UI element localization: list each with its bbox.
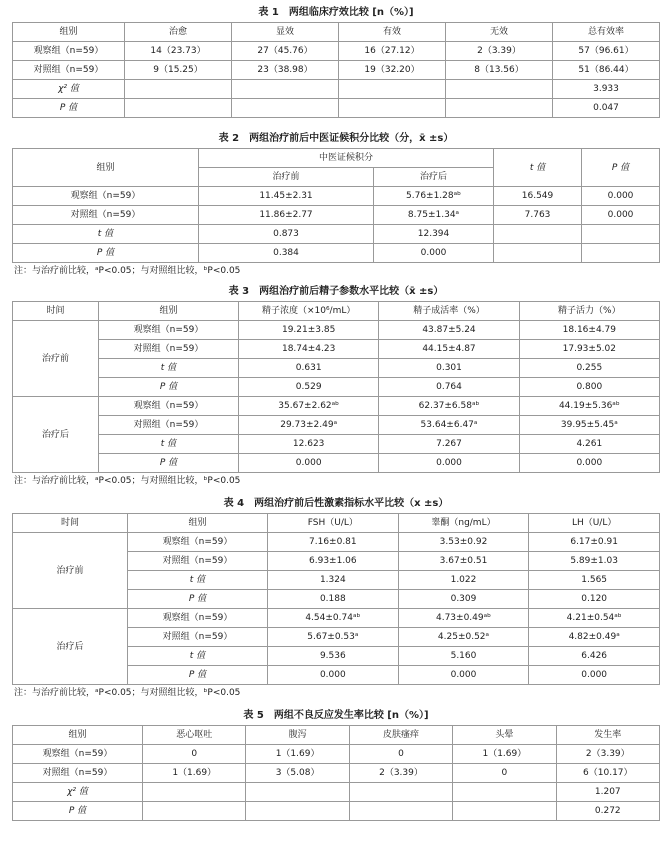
- t5-cell: 2（3.39）: [349, 764, 452, 783]
- t4-cell: 7.16±0.81: [268, 533, 399, 552]
- t5-cell: [349, 802, 452, 821]
- t3-cell: 观察组（n=59）: [99, 397, 239, 416]
- t3-cell: 0.255: [519, 359, 659, 378]
- t3-cell: 12.623: [239, 435, 379, 454]
- t2-cell: 0.000: [582, 187, 660, 206]
- table-row: [13, 187, 660, 206]
- t3-cell: 43.87±5.24: [379, 321, 519, 340]
- t1-cell: P 值: [13, 99, 125, 118]
- t4-cell: 0.309: [398, 590, 529, 609]
- t3-cell: 对照组（n=59）: [99, 416, 239, 435]
- t5-cell: 观察组（n=59）: [13, 745, 143, 764]
- t4-cell: 5.89±1.03: [529, 552, 660, 571]
- table4: [12, 513, 660, 685]
- table-row: [13, 783, 660, 802]
- table-row: [13, 244, 660, 263]
- t3-cell: t 值: [99, 435, 239, 454]
- t3-header-concentration: 精子浓度（×10⁶/mL）: [239, 302, 379, 321]
- t2-cell: 7.763: [494, 206, 582, 225]
- t4-cell: 4.21±0.54ᵃᵇ: [529, 609, 660, 628]
- t4-cell: 0.188: [268, 590, 399, 609]
- t1-cell: [125, 99, 232, 118]
- t4-cell: 1.324: [268, 571, 399, 590]
- t1-cell: 19（32.20）: [339, 61, 446, 80]
- table-row: [13, 80, 660, 99]
- t2-cell: 8.75±1.34ᵃ: [374, 206, 494, 225]
- table3-caption: 表 3 两组治疗前后精子参数水平比较（x̄ ±s）: [228, 286, 444, 297]
- t3-header-group: 组别: [99, 302, 239, 321]
- table-row: [13, 359, 660, 378]
- t5-header-pruritus: 皮肤瘙痒: [349, 726, 452, 745]
- t2-cell: P 值: [13, 244, 199, 263]
- t4-period-before: 治疗前: [13, 533, 128, 609]
- table-row: [13, 61, 660, 80]
- t3-cell: 0.000: [519, 454, 659, 473]
- t2-cell: 5.76±1.28ᵃᵇ: [374, 187, 494, 206]
- t1-cell: 3.933: [553, 80, 660, 99]
- t1-cell: [125, 80, 232, 99]
- t5-cell: [453, 783, 556, 802]
- t5-header-diarrhea: 腹泻: [246, 726, 349, 745]
- t4-cell: 3.67±0.51: [398, 552, 529, 571]
- t4-cell: 0.000: [398, 666, 529, 685]
- t4-cell: 6.93±1.06: [268, 552, 399, 571]
- t1-header-cure: 治愈: [125, 23, 232, 42]
- t2-cell: 11.45±2.31: [199, 187, 374, 206]
- t3-cell: 17.93±5.02: [519, 340, 659, 359]
- t5-cell: P 值: [13, 802, 143, 821]
- t4-header-fsh: FSH（U/L）: [268, 514, 399, 533]
- t1-cell: [339, 99, 446, 118]
- t5-cell: [246, 783, 349, 802]
- t3-cell: 0.301: [379, 359, 519, 378]
- t2-cell: [494, 225, 582, 244]
- t5-header-rate: 发生率: [556, 726, 659, 745]
- t4-cell: 9.536: [268, 647, 399, 666]
- t4-cell: 5.67±0.53ᵃ: [268, 628, 399, 647]
- t3-cell: 观察组（n=59）: [99, 321, 239, 340]
- t2-cell: t 值: [13, 225, 199, 244]
- table-row: [13, 435, 660, 454]
- t3-cell: 4.261: [519, 435, 659, 454]
- t5-cell: [453, 802, 556, 821]
- t1-cell: 51（86.44）: [553, 61, 660, 80]
- t2-cell: 对照组（n=59）: [13, 206, 199, 225]
- t4-header-time: 时间: [13, 514, 128, 533]
- table-row: [13, 321, 660, 340]
- t3-header-survival: 精子成活率（%）: [379, 302, 519, 321]
- t1-cell: [446, 80, 553, 99]
- t1-cell: 观察组（n=59）: [13, 42, 125, 61]
- t5-cell: 0.272: [556, 802, 659, 821]
- t3-cell: 44.15±4.87: [379, 340, 519, 359]
- t2-header-p: P 值: [582, 149, 660, 187]
- t5-cell: [143, 783, 246, 802]
- t4-cell: 对照组（n=59）: [128, 552, 268, 571]
- t5-cell: 2（3.39）: [556, 745, 659, 764]
- t2-header-t: t 值: [494, 149, 582, 187]
- document-page: [0, 4, 672, 853]
- t3-header-time: 时间: [13, 302, 99, 321]
- table-row: [13, 802, 660, 821]
- table5: [12, 725, 660, 821]
- t4-cell: 4.82±0.49ᵃ: [529, 628, 660, 647]
- t2-cell: 0.384: [199, 244, 374, 263]
- table-row: [13, 206, 660, 225]
- t3-cell: 29.73±2.49ᵃ: [239, 416, 379, 435]
- t4-cell: 5.160: [398, 647, 529, 666]
- t4-cell: 对照组（n=59）: [128, 628, 268, 647]
- t3-cell: 对照组（n=59）: [99, 340, 239, 359]
- table-row: [13, 764, 660, 783]
- t3-cell: 0.000: [379, 454, 519, 473]
- table-row: [13, 42, 660, 61]
- t3-cell: 0.800: [519, 378, 659, 397]
- t1-cell: 2（3.39）: [446, 42, 553, 61]
- t1-header-invalid: 无效: [446, 23, 553, 42]
- t1-cell: 8（13.56）: [446, 61, 553, 80]
- t2-header-after: 治疗后: [374, 168, 494, 187]
- t4-cell: t 值: [128, 571, 268, 590]
- t4-cell: 4.73±0.49ᵃᵇ: [398, 609, 529, 628]
- t2-cell: 16.549: [494, 187, 582, 206]
- table2: [12, 148, 660, 263]
- t4-cell: 1.565: [529, 571, 660, 590]
- t4-period-after: 治疗后: [13, 609, 128, 685]
- t3-cell: t 值: [99, 359, 239, 378]
- t5-cell: χ² 值: [13, 783, 143, 802]
- table2-caption: 表 2 两组治疗前后中医证候积分比较（分，x̄ ±s）: [218, 133, 454, 144]
- t5-cell: 3（5.08）: [246, 764, 349, 783]
- t4-cell: 4.25±0.52ᵃ: [398, 628, 529, 647]
- t5-header-nausea: 恶心呕吐: [143, 726, 246, 745]
- t3-cell: 39.95±5.45ᵃ: [519, 416, 659, 435]
- t2-cell: [494, 244, 582, 263]
- t4-header-testosterone: 睾酮（ng/mL）: [398, 514, 529, 533]
- table-row: [13, 397, 660, 416]
- table4-note: 注：与治疗前比较，ᵃP<0.05；与对照组比较，ᵇP<0.05: [14, 688, 241, 698]
- t2-header-span: 中医证候积分: [199, 149, 494, 168]
- t3-cell: 0.764: [379, 378, 519, 397]
- t3-cell: 62.37±6.58ᵃᵇ: [379, 397, 519, 416]
- t2-cell: 观察组（n=59）: [13, 187, 199, 206]
- t1-cell: [339, 80, 446, 99]
- t3-cell: 18.16±4.79: [519, 321, 659, 340]
- t2-cell: 0.873: [199, 225, 374, 244]
- table-row: [13, 416, 660, 435]
- t1-cell: 23（38.98）: [232, 61, 339, 80]
- t1-header-effective: 有效: [339, 23, 446, 42]
- t1-cell: 57（96.61）: [553, 42, 660, 61]
- t4-header-group: 组别: [128, 514, 268, 533]
- table-row: [13, 454, 660, 473]
- t3-header-motility: 精子活力（%）: [519, 302, 659, 321]
- t3-cell: P 值: [99, 378, 239, 397]
- table-row: [13, 340, 660, 359]
- t5-cell: 1（1.69）: [453, 745, 556, 764]
- t1-header-total: 总有效率: [553, 23, 660, 42]
- t4-cell: 观察组（n=59）: [128, 609, 268, 628]
- t3-cell: 53.64±6.47ᵃ: [379, 416, 519, 435]
- t3-cell: 19.21±3.85: [239, 321, 379, 340]
- t5-cell: 0: [453, 764, 556, 783]
- t1-header-marked: 显效: [232, 23, 339, 42]
- table3-note: 注：与治疗前比较，ᵃP<0.05；与对照组比较，ᵇP<0.05: [14, 476, 241, 486]
- t5-cell: [246, 802, 349, 821]
- t4-cell: 3.53±0.92: [398, 533, 529, 552]
- t4-cell: 0.000: [529, 666, 660, 685]
- t2-cell: 0.000: [582, 206, 660, 225]
- t5-cell: 6（10.17）: [556, 764, 659, 783]
- t5-cell: 0: [349, 745, 452, 764]
- t4-header-lh: LH（U/L）: [529, 514, 660, 533]
- t3-cell: 44.19±5.36ᵃᵇ: [519, 397, 659, 416]
- t2-cell: 11.86±2.77: [199, 206, 374, 225]
- table-row: [13, 745, 660, 764]
- table5-caption: 表 5 两组不良反应发生率比较 [n（%）]: [243, 710, 429, 721]
- t1-cell: 27（45.76）: [232, 42, 339, 61]
- t2-cell: 0.000: [374, 244, 494, 263]
- t1-cell: 0.047: [553, 99, 660, 118]
- table2-note: 注：与治疗前比较，ᵃP<0.05；与对照组比较，ᵇP<0.05: [14, 266, 241, 276]
- t4-cell: 6.426: [529, 647, 660, 666]
- t1-cell: 9（15.25）: [125, 61, 232, 80]
- t4-cell: 观察组（n=59）: [128, 533, 268, 552]
- t1-cell: 16（27.12）: [339, 42, 446, 61]
- t1-cell: 14（23.73）: [125, 42, 232, 61]
- table-row: [13, 609, 660, 628]
- t1-cell: [232, 80, 339, 99]
- t5-cell: 1（1.69）: [246, 745, 349, 764]
- t5-header-dizziness: 头晕: [453, 726, 556, 745]
- t2-header-before: 治疗前: [199, 168, 374, 187]
- t3-period-before: 治疗前: [13, 321, 99, 397]
- t5-cell: 对照组（n=59）: [13, 764, 143, 783]
- t2-cell: 12.394: [374, 225, 494, 244]
- table-row: [13, 225, 660, 244]
- t3-cell: 7.267: [379, 435, 519, 454]
- t4-cell: P 值: [128, 590, 268, 609]
- t5-cell: 1.207: [556, 783, 659, 802]
- t3-cell: 0.000: [239, 454, 379, 473]
- t2-cell: [582, 244, 660, 263]
- t3-cell: 35.67±2.62ᵃᵇ: [239, 397, 379, 416]
- table-row: [13, 99, 660, 118]
- t2-cell: [582, 225, 660, 244]
- t1-cell: [232, 99, 339, 118]
- t4-cell: t 值: [128, 647, 268, 666]
- t1-cell: [446, 99, 553, 118]
- t5-cell: [349, 783, 452, 802]
- table3: [12, 301, 660, 473]
- t3-cell: 0.529: [239, 378, 379, 397]
- t1-cell: 对照组（n=59）: [13, 61, 125, 80]
- table1: [12, 22, 660, 118]
- t5-cell: 1（1.69）: [143, 764, 246, 783]
- t5-header-group: 组别: [13, 726, 143, 745]
- t4-cell: P 值: [128, 666, 268, 685]
- t4-cell: 6.17±0.91: [529, 533, 660, 552]
- t2-header-group: 组别: [13, 149, 199, 187]
- t4-cell: 1.022: [398, 571, 529, 590]
- table1-caption: 表 1 两组临床疗效比较 [n（%）]: [258, 7, 414, 18]
- t3-cell: 0.631: [239, 359, 379, 378]
- t3-cell: P 值: [99, 454, 239, 473]
- t4-cell: 4.54±0.74ᵃᵇ: [268, 609, 399, 628]
- t3-period-after: 治疗后: [13, 397, 99, 473]
- table-row: [13, 533, 660, 552]
- t3-cell: 18.74±4.23: [239, 340, 379, 359]
- t5-cell: 0: [143, 745, 246, 764]
- t1-cell: χ² 值: [13, 80, 125, 99]
- t4-cell: 0.120: [529, 590, 660, 609]
- t1-header-group: 组别: [13, 23, 125, 42]
- t5-cell: [143, 802, 246, 821]
- table-row: [13, 378, 660, 397]
- t4-cell: 0.000: [268, 666, 399, 685]
- table4-caption: 表 4 两组治疗前后性激素指标水平比较（x ±s）: [223, 498, 449, 509]
